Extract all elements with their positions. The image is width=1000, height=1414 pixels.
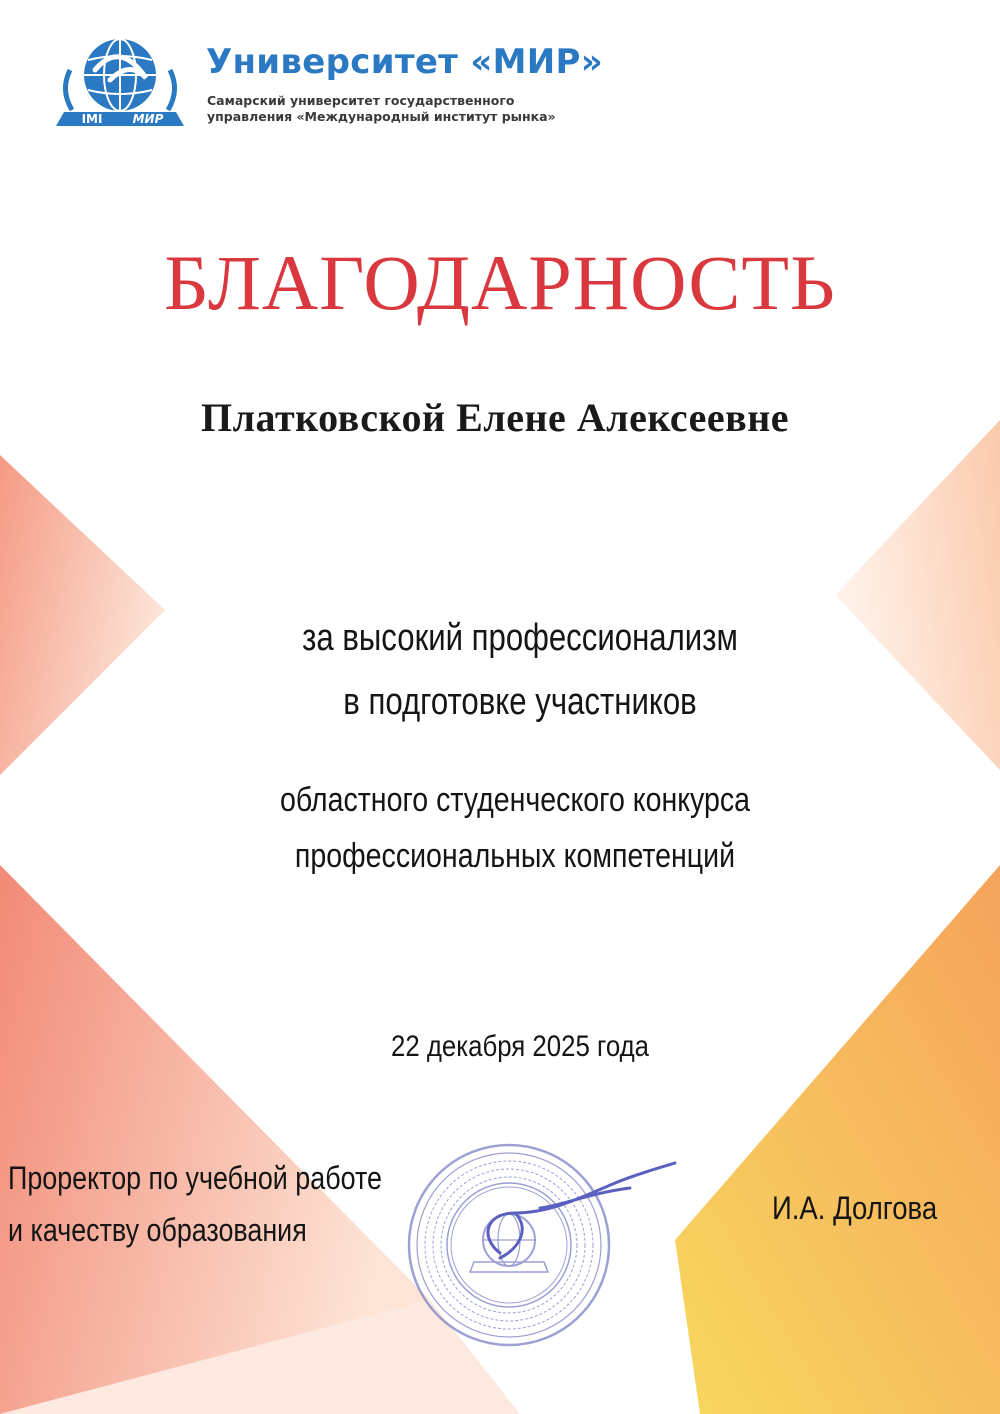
certificate-title: БЛАГОДАРНОСТЬ xyxy=(164,239,836,326)
handwritten-signature-icon xyxy=(440,1158,680,1268)
signer-name: И.А. Долгова xyxy=(772,1190,938,1226)
right-bottom-triangle xyxy=(675,865,1000,1414)
signer-position xyxy=(8,1152,382,1256)
event-line1: областного студенческого конкурса xyxy=(279,781,751,819)
university-subtitle-line2: управления «Международный институт рынка» xyxy=(207,109,556,124)
reason-line1: за высокий профессионализм xyxy=(302,617,738,659)
event-text xyxy=(82,772,947,884)
university-logo-icon xyxy=(50,30,190,140)
certificate-date: 22 декабря 2025 года xyxy=(390,1030,650,1063)
reason-text xyxy=(94,606,947,734)
university-subtitle xyxy=(207,93,556,125)
logo-ribbon-left-text: IMI xyxy=(81,112,103,126)
reason-line2: в подготовке участников xyxy=(343,681,697,723)
signer-position-line2: и качеству образования xyxy=(8,1212,307,1248)
university-subtitle-line1: Самарский университет государственного xyxy=(207,93,515,108)
logo-ribbon-right-text: МИР xyxy=(132,112,164,126)
recipient-name: Платковской Елене Алексеевне xyxy=(200,395,790,440)
event-line2: профессиональных компетенций xyxy=(294,837,736,875)
signer-position-line1: Проректор по учебной работе xyxy=(8,1160,382,1196)
university-name: Университет «МИР» xyxy=(206,42,603,82)
